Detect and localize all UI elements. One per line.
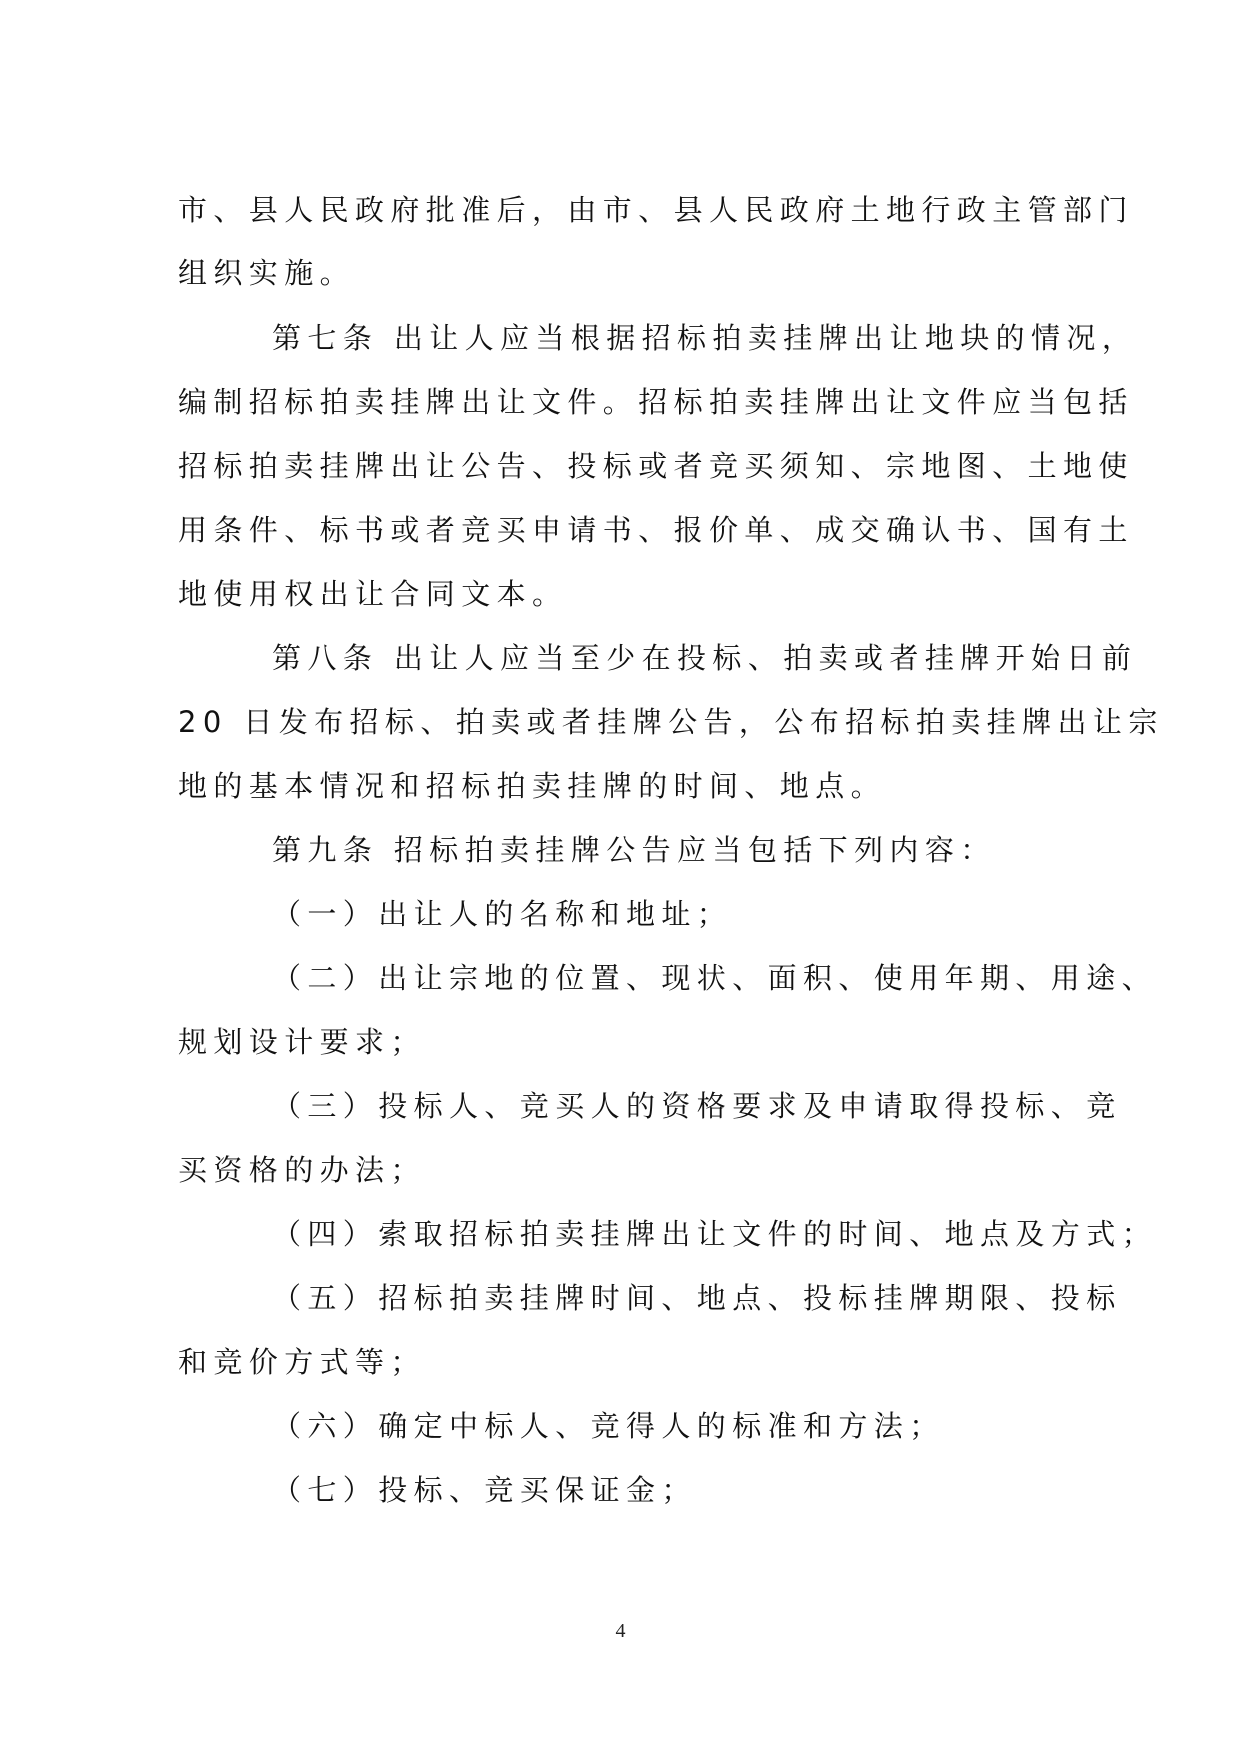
text-line-5: 招标拍卖挂牌出让公告、投标或者竞买须知、宗地图、土地使 [178,449,1134,483]
text-line-6: 用条件、标书或者竞买申请书、报价单、成交确认书、国有土 [178,513,1134,547]
list-item-2-continued: 规划设计要求； [178,1025,426,1059]
article-9-heading-line: 第九条 招标拍卖挂牌公告应当包括下列内容： [272,833,996,867]
article-8-heading-line: 第八条 出让人应当至少在投标、拍卖或者挂牌开始日前 [272,641,1138,675]
list-item-3: （三）投标人、竞买人的资格要求及申请取得投标、竞 [272,1089,1122,1123]
page-number: 4 [615,1620,626,1642]
text-line-2: 组织实施。 [178,256,356,290]
list-item-2: （二）出让宗地的位置、现状、面积、使用年期、用途、 [272,961,1158,995]
text-line-7: 地使用权出让合同文本。 [178,577,568,611]
text-line-9: 20 日发布招标、拍卖或者挂牌公告，公布招标拍卖挂牌出让宗 [178,705,1164,739]
text-line-4: 编制招标拍卖挂牌出让文件。招标拍卖挂牌出让文件应当包括 [178,385,1134,419]
list-item-4: （四）索取招标拍卖挂牌出让文件的时间、地点及方式； [272,1217,1158,1251]
article-7-heading-line: 第七条 出让人应当根据招标拍卖挂牌出让地块的情况， [272,321,1138,355]
text-line-1: 市、县人民政府批准后，由市、县人民政府土地行政主管部门 [178,193,1134,227]
list-item-7: （七）投标、竞买保证金； [272,1473,697,1507]
list-item-5-continued: 和竞价方式等； [178,1345,426,1379]
list-item-5: （五）招标拍卖挂牌时间、地点、投标挂牌期限、投标 [272,1281,1122,1315]
list-item-1: （一）出让人的名称和地址； [272,897,733,931]
text-line-10: 地的基本情况和招标拍卖挂牌的时间、地点。 [178,769,887,803]
list-item-6: （六）确定中标人、竞得人的标准和方法； [272,1409,945,1443]
list-item-3-continued: 买资格的办法； [178,1153,426,1187]
